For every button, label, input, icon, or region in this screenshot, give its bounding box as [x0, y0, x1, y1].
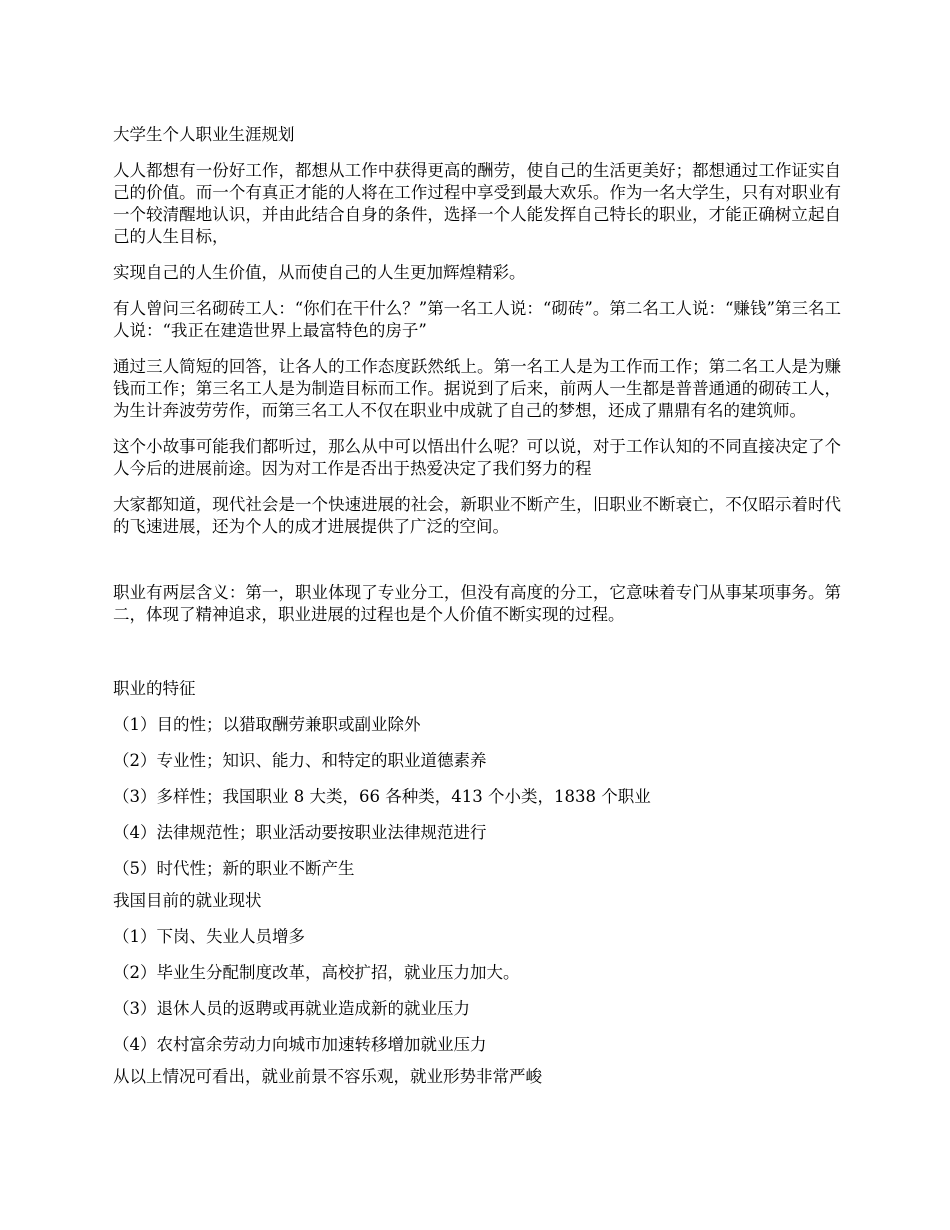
paragraph-story-analysis: 通过三人简短的回答，让各人的工作态度跃然纸上。第一名工人是为工作而工作；第二名工人是为赚钱而工作；第三名工人是为制造目标而工作。据说到了后来，前两人一生都是普普通通的砌砖工人，为生计奔波劳劳作，而第三名工人不仅在职业中成就了自己的梦想，还成了鼎鼎有名的建筑师。 [113, 357, 841, 420]
paragraph-conclusion: 从以上情况可看出，就业前景不容乐观，就业形势非常严峻 [113, 1067, 542, 1086]
paragraph-life-value: 实现自己的人生价值，从而使自己的人生更加辉煌精彩。 [113, 263, 526, 282]
employment-list-item: （3）退休人员的返聘或再就业造成新的就业压力 [113, 999, 470, 1018]
feature-list-item: （4）法律规范性；职业活动要按职业法律规范进行 [113, 823, 487, 842]
paragraph-bricklayers-story: 有人曾问三名砌砖工人：“你们在干什么？”第一名工人说：“砌砖”。第二名工人说：“赚钱”第三名工人说：“我正在建造世界上最富特色的房子” [113, 299, 841, 340]
spacer [113, 640, 841, 678]
paragraph-modern-society: 大家都知道，现代社会是一个快速进展的社会，新职业不断产生，旧职业不断衰亡，不仅昭示着时代的飞速进展，还为个人的成才进展提供了广泛的空间。 [113, 495, 841, 536]
section-heading-employment: 我国目前的就业现状 [113, 891, 262, 910]
paragraph-story-lesson: 这个小故事可能我们都听过，那么从中可以悟出什么呢？可以说，对于工作认知的不同直接决定了个人今后的进展前途。因为对工作是否出于热爱决定了我们努力的程 [113, 437, 841, 478]
feature-list-item: （5）时代性；新的职业不断产生 [113, 859, 355, 878]
paragraph-intro: 人人都想有一份好工作，都想从工作中获得更高的酬劳，使自己的生活更美好；都想通过工作证实自己的价值。而一个有真正才能的人将在工作过程中享受到最大欢乐。作为一名大学生，只有对职业有一个较清醒地认识，并由此结合自身的条件，选择一个人能发挥自己特长的职业，才能正确树立起自己的人生目标， [113, 161, 841, 246]
paragraph-career-meaning: 职业有两层含义：第一，职业体现了专业分工，但没有高度的分工，它意味着专门从事某项事务。第二，体现了精神追求，职业进展的过程也是个人价值不断实现的过程。 [113, 583, 841, 624]
feature-list-item: （3）多样性；我国职业 8 大类，66 各种类，413 个小类，1838 个职业 [113, 787, 651, 806]
employment-list-item: （1）下岗、失业人员增多 [113, 927, 305, 946]
employment-list-item: （4）农村富余劳动力向城市加速转移增加就业压力 [113, 1035, 487, 1054]
spacer [113, 552, 841, 582]
document-title: 大学生个人职业生涯规划 [113, 125, 295, 144]
employment-list-item: （2）毕业生分配制度改革，高校扩招，就业压力加大。 [113, 963, 520, 982]
document-page [113, 124, 841, 1102]
feature-list-item: （1）目的性；以猎取酬劳兼职或副业除外 [113, 715, 421, 734]
section-heading-features: 职业的特征 [113, 679, 196, 698]
feature-list-item: （2）专业性；知识、能力、和特定的职业道德素养 [113, 751, 487, 770]
